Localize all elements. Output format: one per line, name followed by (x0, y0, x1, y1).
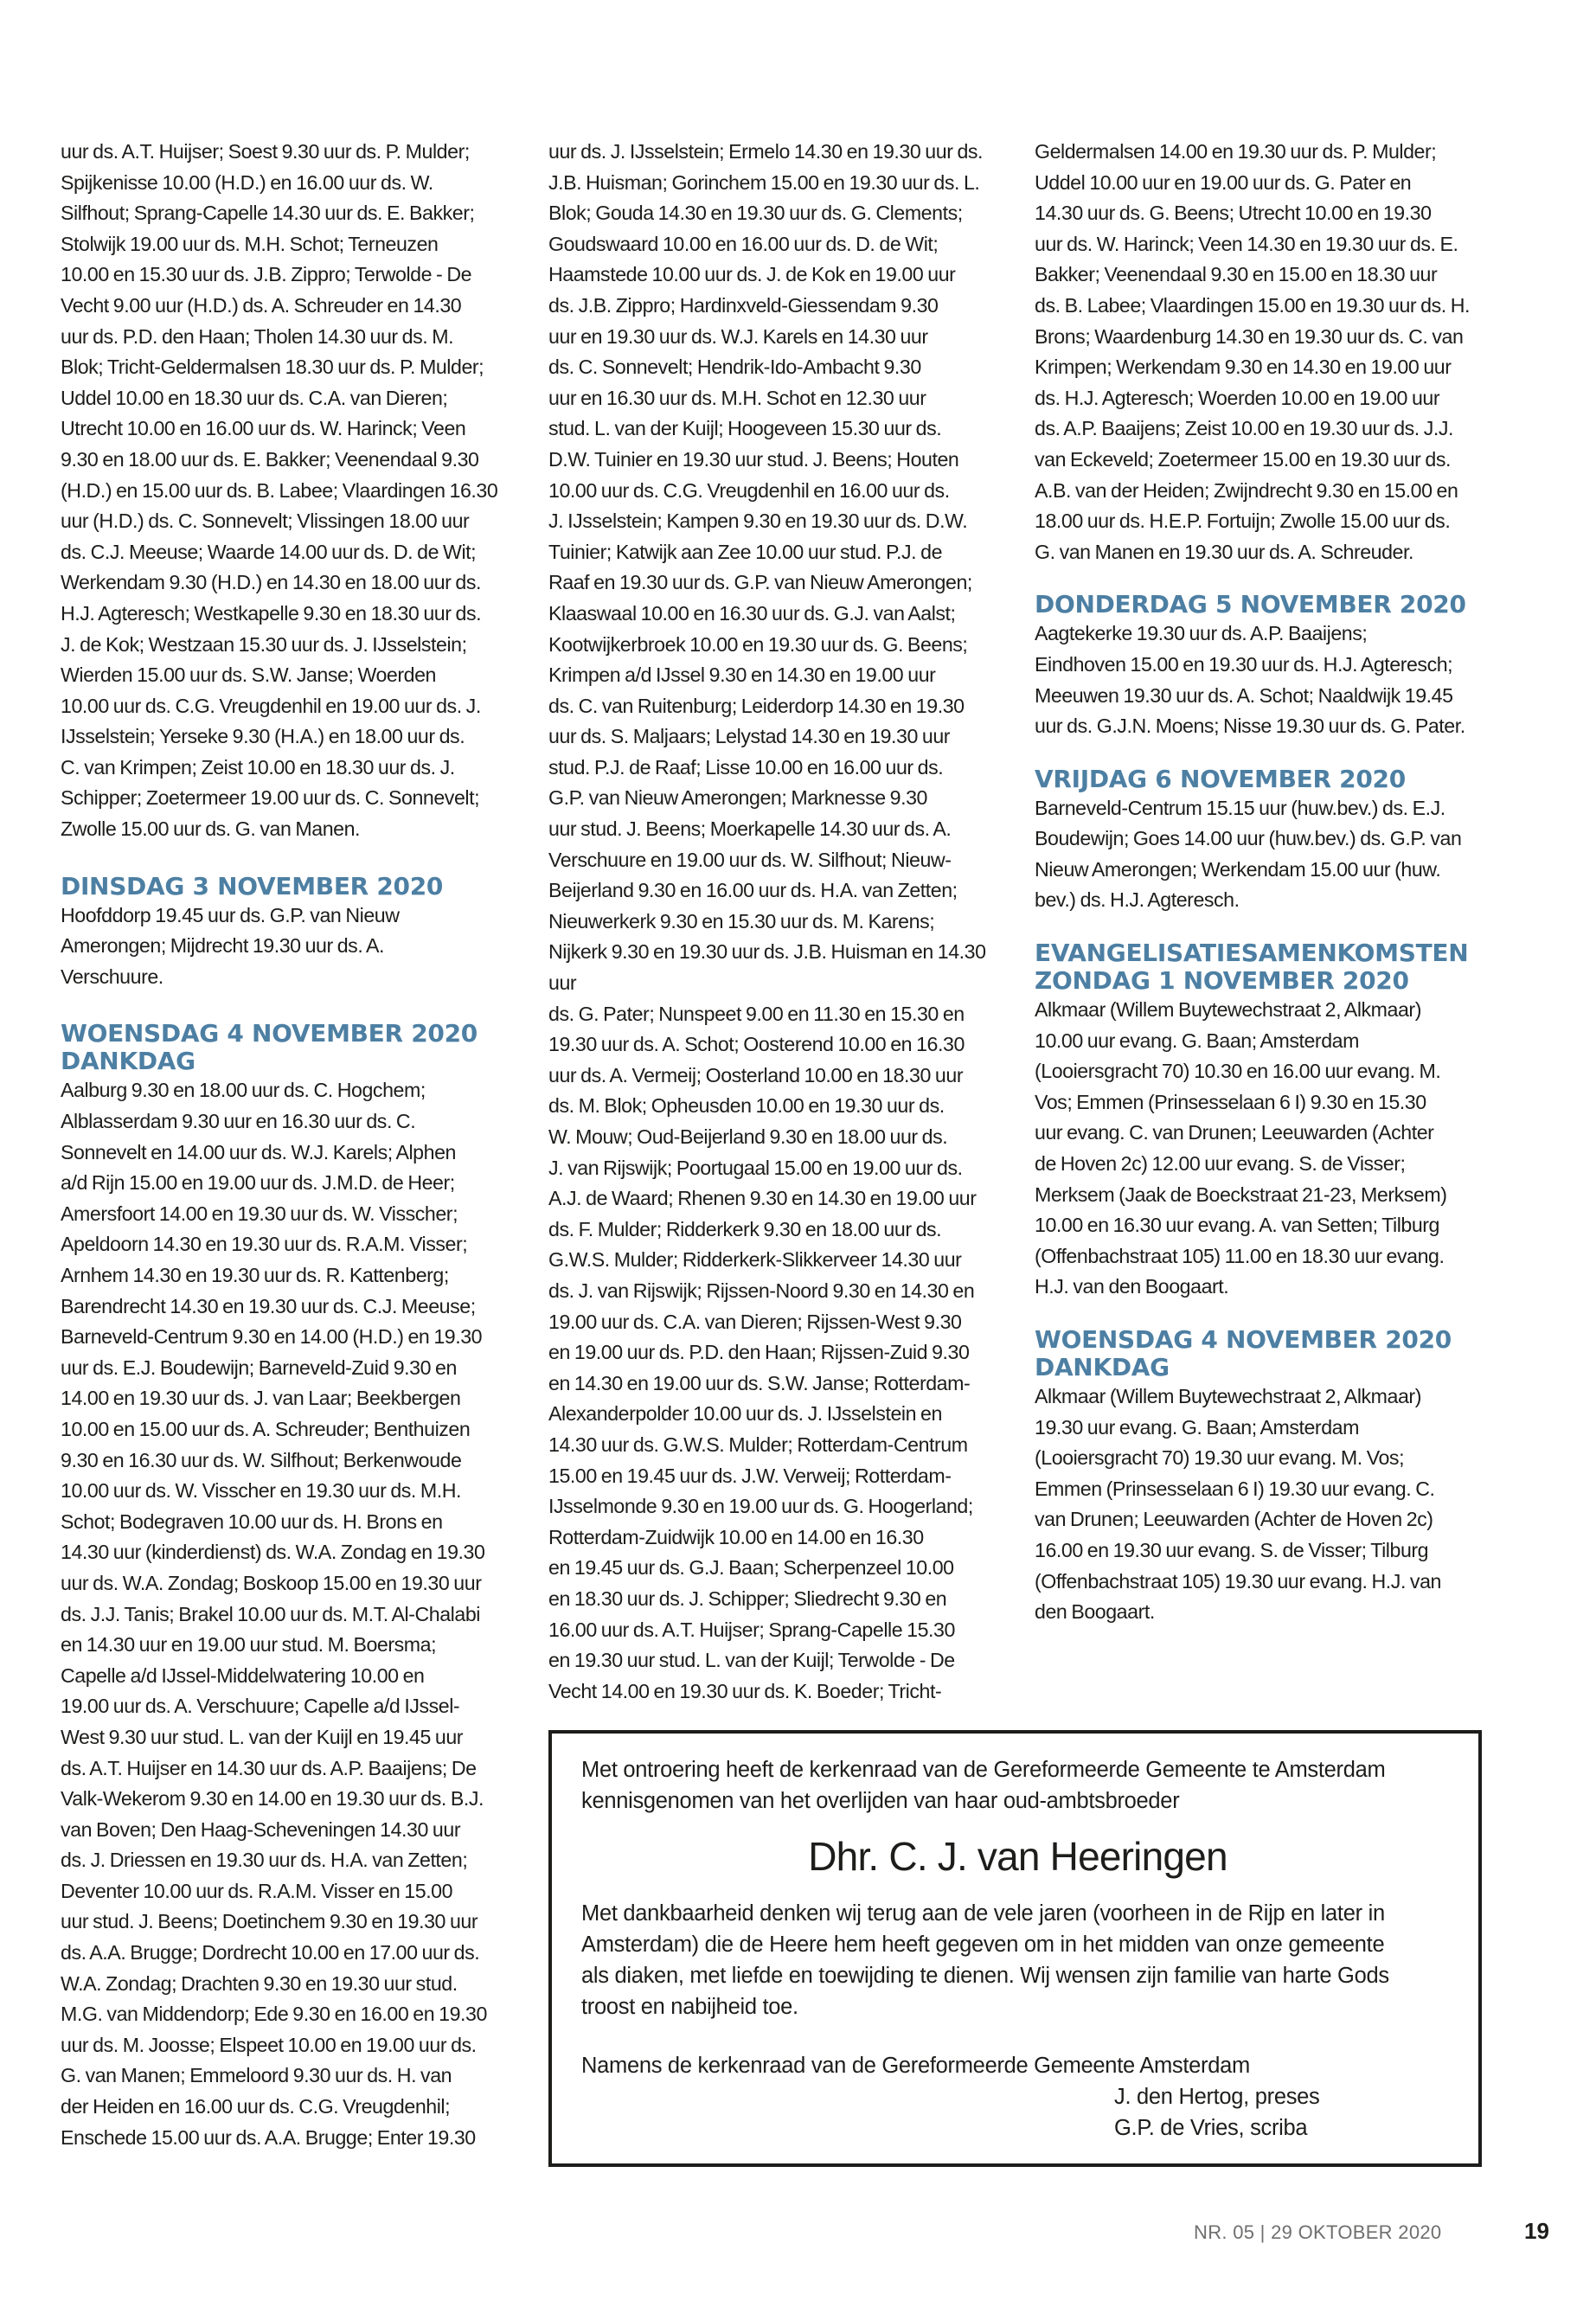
text-line: Alexanderpolder 10.00 uur ds. J. IJsselstein en (548, 1402, 942, 1426)
text-line: Merksem (Jaak de Boeckstraat 21-23, Merksem) (1035, 1183, 1447, 1206)
text-line: J. de Kok; Westzaan 15.30 uur ds. J. IJsselstein; (61, 632, 467, 656)
text-line: J. IJsselstein; Kampen 9.30 en 19.30 uur ds. D.W. (548, 510, 968, 533)
text-line: 10.00 uur ds. W. Visscher en 19.30 uur ds. M.H. (61, 1479, 462, 1503)
text-line: Sonnevelt en 14.00 uur ds. W.J. Karels; Alphen (61, 1140, 456, 1163)
schedule-block (1035, 1381, 1497, 1628)
text-line: Raaf en 19.30 uur ds. G.P. van Nieuw Amerongen; (548, 571, 972, 594)
text-line: Nieuwerkerk 9.30 en 15.30 uur ds. M. Karens; (548, 909, 935, 933)
text-line: ds. C. Sonnevelt; Hendrik-Ido-Ambacht 9.30 (548, 356, 921, 379)
text-line: Vecht 9.00 uur (H.D.) ds. A. Schreuder en 14.30 (61, 293, 462, 317)
text-line: Zwolle 15.00 uur ds. G. van Manen. (61, 817, 361, 841)
text-line: J.B. Huisman; Gorinchem 15.00 en 19.30 uur ds. L. (548, 170, 980, 194)
text-line: 10.00 uur evang. G. Baan; Amsterdam (1035, 1029, 1359, 1052)
text-line: (Looiersgracht 70) 19.30 uur evang. M. Vos; (1035, 1446, 1405, 1470)
text-line: Silfhout; Sprang-Capelle 14.30 uur ds. E. Bakker; (61, 202, 475, 225)
text-line: Spijkenisse 10.00 (H.D.) en 16.00 uur ds. W. (61, 170, 433, 194)
text-line: 19.00 uur ds. A. Verschuure; Capelle a/d IJssel- (61, 1695, 460, 1718)
text-line: G.W.S. Mulder; Ridderkerk-Slikkerveer 14.30 uur (548, 1248, 962, 1272)
day-heading: VRIJDAG 6 NOVEMBER 2020 (1035, 764, 1406, 793)
schedule-block (1035, 995, 1497, 1303)
text-line: Emmen (Prinsesselaan 6 I) 19.30 uur evang. C. (1035, 1477, 1435, 1500)
text-line: G. van Manen en 19.30 uur ds. A. Schreuder. (1035, 540, 1413, 563)
text-line: A.J. de Waard; Rhenen 9.30 en 14.30 en 19.00 uur (548, 1187, 977, 1210)
text-line: Nieuw Amerongen; Werkendam 15.00 uur (huw. (1035, 857, 1441, 881)
text-line: Alkmaar (Willem Buytewechstraat 2, Alkmaar) (1035, 1385, 1421, 1407)
text-line: Boudewijn; Goes 14.00 uur (huw.bev.) ds. G.P. van (1035, 827, 1462, 850)
deceased-name: Dhr. C. J. van Heeringen (808, 1834, 1227, 1879)
text-line: 15.00 en 19.45 uur ds. J.W. Verweij; Rotterdam- (548, 1464, 952, 1487)
notice-intro (581, 1754, 1454, 1817)
text-line: Amersfoort 14.00 en 19.30 uur ds. W. Visscher; (61, 1202, 458, 1225)
text-line: 14.30 uur (kinderdienst) ds. W.A. Zondag en 19.30 (61, 1541, 485, 1564)
text-line: uur ds. W. Harinck; Veen 14.30 en 19.30 uur ds. E. (1035, 232, 1458, 255)
text-line: 10.00 en 16.30 uur evang. A. van Setten; Tilburg (1035, 1214, 1440, 1237)
text-line: 16.00 uur ds. A.T. Huijser; Sprang-Capelle 15.30 (548, 1618, 955, 1641)
text-line: Nijkerk 9.30 en 19.30 uur ds. J.B. Huisman en 14.30 uur (548, 940, 986, 995)
text-line: kennisgenomen van het overlijden van haar oud-ambtsbroeder (581, 1789, 1180, 1813)
text-line: Aagtekerke 19.30 uur ds. A.P. Baaijens; (1035, 622, 1368, 645)
text-line: van Boven; Den Haag-Scheveningen 14.30 uur (61, 1817, 461, 1841)
signature-preses: J. den Hertog, preses (1114, 2085, 1320, 2109)
text-line: en 19.30 uur stud. L. van der Kuijl; Terwolde - De (548, 1649, 955, 1672)
text-line: uur ds. A.T. Huijser; Soest 9.30 uur ds. P. Mulder; (61, 140, 470, 163)
text-line: Rotterdam-Zuidwijk 10.00 en 14.00 en 16.30 (548, 1525, 924, 1548)
text-line: 9.30 en 16.30 uur ds. W. Silfhout; Berkenwoude (61, 1448, 462, 1471)
text-line: Met ontroering heeft de kerkenraad van de Gereformeerde Gemeente te Amsterdam (581, 1758, 1386, 1782)
text-line: Tuinier; Katwijk aan Zee 10.00 uur stud. P.J. de (548, 540, 943, 563)
text-line: Verschuure. (61, 965, 163, 988)
text-line: G. van Manen; Emmeloord 9.30 uur ds. H. van (61, 2064, 452, 2087)
text-line: Schipper; Zoetermeer 19.00 uur ds. C. Sonnevelt; (61, 786, 480, 810)
text-line: 14.30 uur ds. G. Beens; Utrecht 10.00 en 19.30 (1035, 202, 1432, 225)
text-line: Schot; Bodegraven 10.00 uur ds. H. Brons en (61, 1509, 443, 1533)
text-line: West 9.30 uur stud. L. van der Kuijl en 19.45 uur (61, 1725, 464, 1748)
text-line: stud. P.J. de Raaf; Lisse 10.00 en 16.00 uur ds. (548, 755, 944, 779)
text-line: Blok; Tricht-Geldermalsen 18.30 uur ds. P. Mulder; (61, 356, 484, 379)
text-line: en 19.45 uur ds. G.J. Baan; Scherpenzeel 10.00 (548, 1556, 954, 1580)
text-line: uur ds. M. Joosse; Elspeet 10.00 en 19.00 uur ds. (61, 2033, 477, 2056)
text-line: D.W. Tuinier en 19.30 uur stud. J. Beens; Houten (548, 447, 959, 471)
text-line: Alkmaar (Willem Buytewechstraat 2, Alkmaar) (1035, 998, 1421, 1022)
text-line: IJsselstein; Yerseke 9.30 (H.A.) en 18.00 uur ds. (61, 725, 465, 748)
text-line: Utrecht 10.00 en 16.00 uur ds. W. Harinck; Veen (61, 417, 466, 440)
text-line: uur ds. W.A. Zondag; Boskoop 15.00 en 19.30 uur (61, 1571, 482, 1594)
text-line: ds. A.P. Baaijens; Zeist 10.00 en 19.30 uur ds. J.J. (1035, 417, 1454, 440)
text-line: Valk-Wekerom 9.30 en 14.00 en 19.30 uur ds. B.J. (61, 1787, 484, 1811)
text-line: Haamstede 10.00 uur ds. J. de Kok en 19.00 uur (548, 263, 956, 286)
text-line: 19.30 uur evang. G. Baan; Amsterdam (1035, 1415, 1359, 1439)
text-line: Verschuure en 19.00 uur ds. W. Silfhout; Nieuw- (548, 848, 952, 871)
text-line: uur en 19.30 uur ds. W.J. Karels en 14.30 uur (548, 324, 928, 348)
text-line: ds. M. Blok; Opheusden 10.00 en 19.30 uur ds. (548, 1094, 945, 1118)
text-line: 10.00 en 15.30 uur ds. J.B. Zippro; Terwolde - De (61, 263, 472, 286)
text-line: Barneveld-Centrum 15.15 uur (huw.bev.) ds. E.J. (1035, 796, 1445, 819)
text-line: ds. J.B. Zippro; Hardinxveld-Giessendam 9.30 (548, 293, 939, 317)
text-line: en 19.00 uur ds. P.D. den Haan; Rijssen-Zuid 9.30 (548, 1341, 970, 1364)
text-line: W.A. Zondag; Drachten 9.30 en 19.30 uur stud. (61, 1971, 458, 1995)
text-line: uur ds. J. IJsselstein; Ermelo 14.30 en 19.30 uur ds. (548, 140, 984, 163)
signature-scriba: G.P. de Vries, scriba (1114, 2116, 1308, 2140)
text-line: IJsselmonde 9.30 en 19.00 uur ds. G. Hoogerland; (548, 1495, 973, 1518)
text-line: Goudswaard 10.00 en 16.00 uur ds. D. de Wit; (548, 232, 939, 255)
text-line: (Offenbachstraat 105) 11.00 en 18.30 uur evang. (1035, 1244, 1445, 1267)
schedule-block (61, 901, 510, 993)
text-line: ds. J.J. Tanis; Brakel 10.00 uur ds. M.T. Al-Chalabi (61, 1602, 480, 1625)
day-heading: DONDERDAG 5 NOVEMBER 2020 (1035, 590, 1466, 619)
text-line: van Eckeveld; Zoetermeer 15.00 en 19.30 uur ds. (1035, 447, 1451, 471)
text-line: de Hoven 2c) 12.00 uur evang. S. de Visser; (1035, 1152, 1406, 1176)
text-line: bev.) ds. H.J. Agteresch. (1035, 888, 1240, 912)
section-heading: EVANGELISATIESAMENKOMSTEN ZONDAG 1 NOVEMBER 2020 (1035, 939, 1469, 996)
text-line: J. van Rijswijk; Poortugaal 15.00 en 19.00 uur ds. (548, 1156, 963, 1179)
text-line: uur ds. S. Maljaars; Lelystad 14.30 en 19.30 uur (548, 725, 951, 748)
text-line: Krimpen; Werkendam 9.30 en 14.30 en 19.00 uur (1035, 356, 1452, 379)
text-line: ds. A.A. Brugge; Dordrecht 10.00 en 17.00 uur ds. (61, 1941, 480, 1965)
text-line: Geldermalsen 14.00 en 19.30 uur ds. P. Mulder; (1035, 140, 1437, 163)
text-line: Met dankbaarheid denken wij terug aan de vele jaren (voorheen in de Rijp en later in (581, 1901, 1385, 1926)
text-line: van Drunen; Leeuwarden (Achter de Hoven 2c) (1035, 1508, 1433, 1531)
text-line: W. Mouw; Oud-Beijerland 9.30 en 18.00 uur ds. (548, 1125, 948, 1148)
text-line: 10.00 en 15.00 uur ds. A. Schreuder; Benthuizen (61, 1417, 471, 1440)
text-line: A.B. van der Heiden; Zwijndrecht 9.30 en 15.00 en (1035, 478, 1458, 502)
text-line: Vecht 14.00 en 19.30 uur ds. K. Boeder; Tricht- (548, 1679, 942, 1702)
issue-info: NR. 05 | 29 OKTOBER 2020 (1194, 2221, 1442, 2243)
text-line: Eindhoven 15.00 en 19.30 uur ds. H.J. Agteresch; (1035, 652, 1453, 676)
text-line: uur (H.D.) ds. C. Sonnevelt; Vlissingen 18.00 uur (61, 510, 470, 533)
text-line: en 14.30 uur en 19.00 uur stud. M. Boersma; (61, 1633, 437, 1657)
text-line: Arnhem 14.30 en 19.30 uur ds. R. Kattenberg; (61, 1264, 449, 1286)
text-line: 19.00 uur ds. C.A. van Dieren; Rijssen-West 9.30 (548, 1310, 962, 1333)
text-line: ds. F. Mulder; Ridderkerk 9.30 en 18.00 uur ds. (548, 1217, 942, 1240)
text-line: uur ds. E.J. Boudewijn; Barneveld-Zuid 9.30 en (61, 1356, 457, 1379)
text-line: H.J. Agteresch; Westkapelle 9.30 en 18.30 uur ds. (61, 601, 482, 625)
text-line: uur ds. A. Vermeij; Oosterland 10.00 en 18.30 uur (548, 1063, 964, 1086)
text-line: Capelle a/d IJssel-Middelwatering 10.00 en (61, 1663, 425, 1687)
text-line: Barendrecht 14.30 en 19.30 uur ds. C.J. Meeuse; (61, 1294, 476, 1317)
text-line: uur stud. J. Beens; Doetinchem 9.30 en 19.30 uur (61, 1910, 478, 1933)
schedule-block (548, 137, 1002, 1707)
text-line: (H.D.) en 15.00 uur ds. B. Labee; Vlaardingen 16.30 (61, 478, 498, 502)
text-line: troost en nabijheid toe. (581, 1995, 798, 2019)
schedule-block (1035, 619, 1497, 741)
text-line: 10.00 uur ds. C.G. Vreugdenhil en 16.00 uur ds. (548, 478, 950, 502)
text-line: Krimpen a/d IJssel 9.30 en 14.30 en 19.00 uur (548, 663, 936, 687)
text-line: Wierden 15.00 uur ds. S.W. Janse; Woerden (61, 663, 436, 687)
text-line: Alblasserdam 9.30 uur en 16.30 uur ds. C. (61, 1110, 416, 1133)
text-line: uur evang. C. van Drunen; Leeuwarden (Achter (1035, 1121, 1434, 1144)
text-line: als diaken, met liefde en toewijding te dienen. Wij wensen zijn familie van harte Gods (581, 1964, 1389, 1988)
text-line: Aalburg 9.30 en 18.00 uur ds. C. Hogchem; (61, 1079, 426, 1102)
text-line: uur ds. G.J.N. Moens; Nisse 19.30 uur ds. G. Pater. (1035, 715, 1465, 738)
text-line: C. van Krimpen; Zeist 10.00 en 18.30 uur ds. J. (61, 755, 455, 779)
text-line: ds. C. van Ruitenburg; Leiderdorp 14.30 en 19.30 (548, 694, 965, 717)
text-line: Werkendam 9.30 (H.D.) en 14.30 en 18.00 uur ds. (61, 571, 481, 594)
text-line: Bakker; Veenendaal 9.30 en 15.00 en 18.30 uur (1035, 263, 1438, 286)
notice-closing: Namens de kerkenraad van de Gereformeerde Gemeente Amsterdam (581, 2054, 1250, 2078)
text-line: H.J. van den Boogaart. (1035, 1275, 1229, 1298)
text-line: Stolwijk 19.00 uur ds. M.H. Schot; Terneuzen (61, 232, 439, 255)
schedule-block (1035, 137, 1497, 567)
text-line: uur ds. P.D. den Haan; Tholen 14.30 uur ds. M. (61, 324, 454, 348)
text-line: Kootwijkerbroek 10.00 en 19.30 uur ds. G. Beens; (548, 632, 968, 656)
text-line: ds. A.T. Huijser en 14.30 uur ds. A.P. Baaijens; De (61, 1756, 477, 1779)
text-line: 18.00 uur ds. H.E.P. Fortuijn; Zwolle 15.00 uur ds. (1035, 510, 1451, 533)
text-line: Hoofddorp 19.45 uur ds. G.P. van Nieuw (61, 903, 400, 926)
text-line: Blok; Gouda 14.30 en 19.30 uur ds. G. Clements; (548, 202, 963, 225)
text-line: ds. G. Pater; Nunspeet 9.00 en 11.30 en 15.30 en (548, 1002, 965, 1025)
notice-body (581, 1898, 1454, 2022)
text-line: ds. B. Labee; Vlaardingen 15.00 en 19.30 uur ds. H. (1035, 293, 1471, 317)
memorial-notice (548, 1730, 1482, 2167)
text-line: G.P. van Nieuw Amerongen; Marknesse 9.30 (548, 786, 927, 810)
text-line: ds. J. van Rijswijk; Rijssen-Noord 9.30 en 14.30 en (548, 1279, 975, 1302)
text-line: Uddel 10.00 en 18.30 uur ds. C.A. van Dieren; (61, 386, 448, 409)
schedule-block (1035, 793, 1497, 916)
text-line: a/d Rijn 15.00 en 19.00 uur ds. J.M.D. de Heer; (61, 1171, 455, 1195)
text-line: Amsterdam) die de Heere hem heeft gegeven om in het midden van onze gemeente (581, 1932, 1385, 1957)
text-line: en 14.30 en 19.00 uur ds. S.W. Janse; Rotterdam- (548, 1371, 971, 1394)
text-line: den Boogaart. (1035, 1600, 1155, 1624)
text-line: uur en 16.30 uur ds. M.H. Schot en 12.30 uur (548, 386, 926, 409)
day-heading: WOENSDAG 4 NOVEMBER 2020 DANKDAG (61, 1019, 478, 1076)
text-line: 14.30 uur ds. G.W.S. Mulder; Rotterdam-Centrum (548, 1433, 968, 1456)
text-line: Vos; Emmen (Prinsesselaan 6 I) 9.30 en 15.30 (1035, 1090, 1426, 1113)
text-line: der Heiden en 16.00 uur ds. C.G. Vreugdenhil; (61, 2095, 451, 2118)
text-line: ds. J. Driessen en 19.30 uur ds. H.A. van Zetten; (61, 1849, 468, 1872)
schedule-block (61, 137, 510, 845)
text-line: Amerongen; Mijdrecht 19.30 uur ds. A. (61, 934, 385, 958)
text-line: Klaaswaal 10.00 en 16.30 uur ds. G.J. van Aalst; (548, 601, 956, 625)
text-line: (Offenbachstraat 105) 19.30 uur evang. H.J. van (1035, 1569, 1441, 1593)
text-line: Uddel 10.00 uur en 19.00 uur ds. G. Pater en (1035, 170, 1412, 194)
column-2 (548, 137, 1002, 1707)
text-line: uur stud. J. Beens; Moerkapelle 14.30 uur ds. A. (548, 817, 952, 841)
text-line: en 18.30 uur ds. J. Schipper; Sliedrecht 9.30 en (548, 1586, 947, 1610)
text-line: Beijerland 9.30 en 16.00 uur ds. H.A. van Zetten; (548, 879, 958, 902)
text-line: ds. H.J. Agteresch; Woerden 10.00 en 19.00 uur (1035, 386, 1440, 409)
column-3 (1035, 137, 1497, 1628)
text-line: Meeuwen 19.30 uur ds. A. Schot; Naaldwijk 19.45 (1035, 683, 1453, 707)
text-line: 9.30 en 18.00 uur ds. E. Bakker; Veenendaal 9.30 (61, 447, 479, 471)
text-line: Brons; Waardenburg 14.30 en 19.30 uur ds. C. van (1035, 324, 1464, 348)
text-line: Barneveld-Centrum 9.30 en 14.00 (H.D.) en 19.30 (61, 1325, 483, 1349)
text-line: (Looiersgracht 70) 10.30 en 16.00 uur evang. M. (1035, 1060, 1441, 1083)
day-heading: DINSDAG 3 NOVEMBER 2020 (61, 871, 444, 901)
text-line: 10.00 uur ds. C.G. Vreugdenhil en 19.00 uur ds. J. (61, 694, 481, 717)
day-heading: WOENSDAG 4 NOVEMBER 2020 DANKDAG (1035, 1325, 1452, 1381)
text-line: Enschede 15.00 uur ds. A.A. Brugge; Enter 19.30 (61, 2125, 476, 2149)
text-line: 16.00 en 19.30 uur evang. S. de Visser; Tilburg (1035, 1538, 1429, 1561)
text-line: M.G. van Middendorp; Ede 9.30 en 16.00 en 19.30 (61, 2003, 487, 2026)
text-line: 14.00 en 19.30 uur ds. J. van Laar; Beekbergen (61, 1387, 461, 1410)
page-number: 19 (1524, 2218, 1549, 2244)
schedule-block (61, 1075, 510, 2153)
text-line: Deventer 10.00 uur ds. R.A.M. Visser en 15.00 (61, 1879, 453, 1902)
text-line: ds. C.J. Meeuse; Waarde 14.00 uur ds. D. de Wit; (61, 540, 477, 563)
text-line: Apeldoorn 14.30 en 19.30 uur ds. R.A.M. Visser; (61, 1233, 468, 1256)
column-1 (61, 137, 510, 2153)
text-line: 19.30 uur ds. A. Schot; Oosterend 10.00 en 16.30 (548, 1033, 965, 1056)
text-line: stud. L. van der Kuijl; Hoogeveen 15.30 uur ds. (548, 417, 942, 440)
